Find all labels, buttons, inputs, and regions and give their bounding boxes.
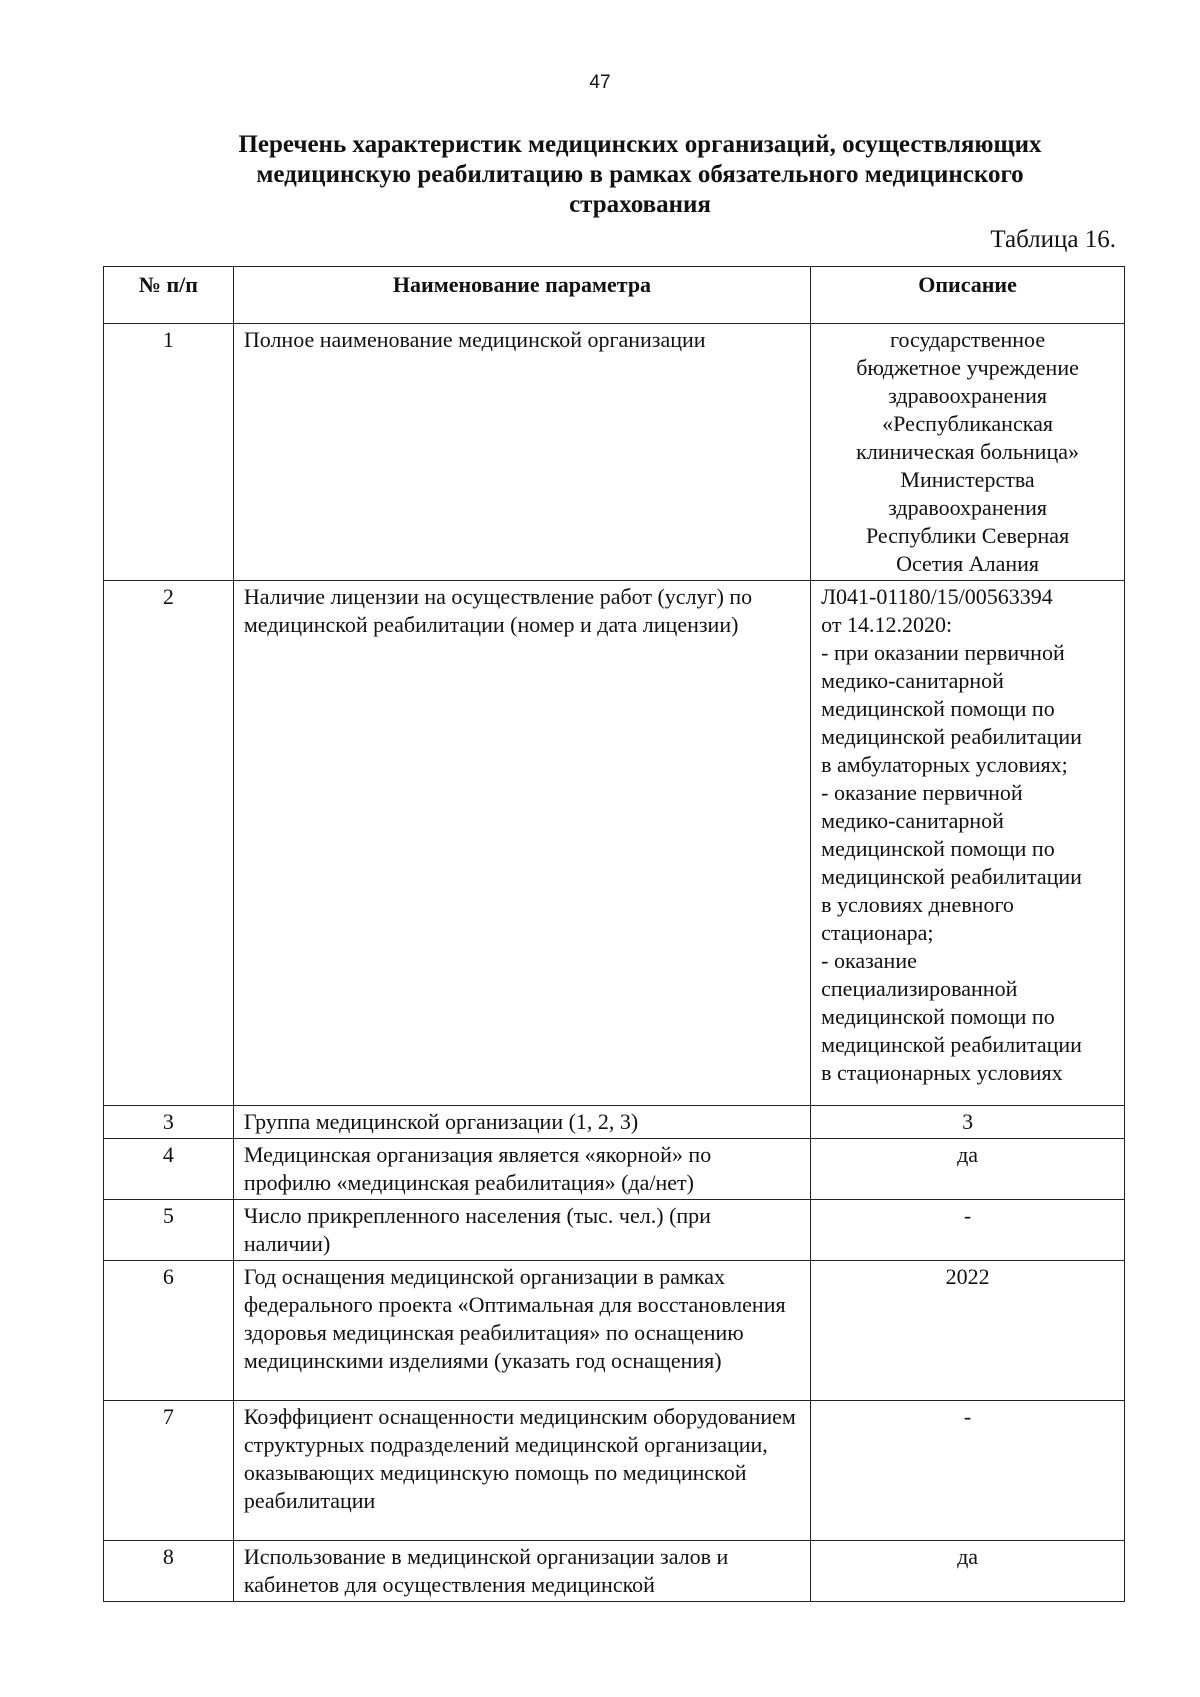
- table-row: [104, 324, 1125, 581]
- description-line: - оказание: [821, 948, 917, 973]
- row-description: [811, 1401, 1125, 1541]
- table-header-row: [104, 267, 1125, 324]
- table-row: [104, 581, 1125, 1106]
- row-description: [811, 1139, 1125, 1200]
- row-description: [811, 1541, 1125, 1602]
- document-title: [150, 130, 1130, 220]
- header-parameter: Наименование параметра: [233, 267, 810, 324]
- row-parameter: Год оснащения медицинской организации в рамках федерального проекта «Оптимальная для восстановления здоровья медицинская реабилитация» по оснащению медицинскими изделиями (указать год оснащения): [233, 1261, 810, 1401]
- description-line: Л041-01180/15/00563394: [821, 584, 1053, 609]
- row-description: [811, 324, 1125, 581]
- description-line: -: [963, 1404, 972, 1429]
- description-line: стационара;: [821, 920, 934, 945]
- description-line: медицинской помощи по: [821, 836, 1055, 861]
- table-row: [104, 1261, 1125, 1401]
- row-number: 5: [104, 1200, 234, 1261]
- row-parameter: Использование в медицинской организации залов и кабинетов для осуществления медицинской: [233, 1541, 810, 1602]
- description-line: медицинской помощи по: [821, 696, 1055, 721]
- title-line: медицинскую реабилитацию в рамках обязательного медицинского: [256, 161, 1024, 188]
- row-number: 8: [104, 1541, 234, 1602]
- header-description: Описание: [811, 267, 1125, 324]
- row-parameter: Группа медицинской организации (1, 2, 3): [233, 1106, 810, 1139]
- row-description: [811, 1200, 1125, 1261]
- row-parameter: Число прикрепленного населения (тыс. чел.) (при наличии): [233, 1200, 810, 1261]
- row-description: [811, 581, 1125, 1106]
- table-row: [104, 1200, 1125, 1261]
- table-row: [104, 1401, 1125, 1541]
- description-line: медико-санитарной: [821, 808, 1004, 833]
- description-line: медицинской помощи по: [821, 1004, 1055, 1029]
- row-parameter: Наличие лицензии на осуществление работ (услуг) по медицинской реабилитации (номер и дата лицензии): [233, 581, 810, 1106]
- table-row: [104, 1541, 1125, 1602]
- description-line: да: [957, 1544, 979, 1569]
- row-description: [811, 1261, 1125, 1401]
- description-line: 2022: [945, 1264, 990, 1289]
- description-line: да: [957, 1142, 979, 1167]
- table-row: [104, 1139, 1125, 1200]
- row-number: 4: [104, 1139, 234, 1200]
- description-line: государственное: [890, 327, 1046, 352]
- description-line: клиническая больница»: [856, 439, 1079, 464]
- page-number: 47: [589, 72, 611, 93]
- title-line: Перечень характеристик медицинских организаций, осуществляющих: [238, 131, 1042, 158]
- description-line: от 14.12.2020:: [821, 612, 953, 637]
- row-number: 6: [104, 1261, 234, 1401]
- description-line: здравоохранения: [888, 495, 1048, 520]
- row-description: [811, 1106, 1125, 1139]
- description-line: в амбулаторных условиях;: [821, 752, 1068, 777]
- row-number: 3: [104, 1106, 234, 1139]
- description-line: медицинской реабилитации: [821, 1032, 1082, 1057]
- description-line: Осетия Алания: [896, 551, 1040, 576]
- description-line: -: [963, 1203, 972, 1228]
- table-row: [104, 1106, 1125, 1139]
- row-number: 2: [104, 581, 234, 1106]
- characteristics-table: [103, 266, 1125, 1602]
- table-caption: Таблица 16.: [990, 226, 1116, 253]
- row-number: 7: [104, 1401, 234, 1541]
- description-line: медицинской реабилитации: [821, 724, 1082, 749]
- row-parameter: Коэффициент оснащенности медицинским оборудованием структурных подразделений медицинской организации, оказывающих медицинскую помощь по медицинской реабилитации: [233, 1401, 810, 1541]
- description-line: Республики Северная: [865, 523, 1070, 548]
- description-line: - оказание первичной: [821, 780, 1023, 805]
- description-line: Министерства: [900, 467, 1035, 492]
- description-line: в стационарных условиях: [821, 1060, 1063, 1085]
- row-number: 1: [104, 324, 234, 581]
- description-line: - при оказании первичной: [821, 640, 1065, 665]
- description-line: 3: [962, 1109, 974, 1134]
- description-line: медицинской реабилитации: [821, 864, 1082, 889]
- description-line: в условиях дневного: [821, 892, 1014, 917]
- description-line: «Республиканская: [882, 411, 1053, 436]
- row-parameter: Полное наименование медицинской организации: [233, 324, 810, 581]
- description-line: специализированной: [821, 976, 1018, 1001]
- description-line: бюджетное учреждение: [856, 355, 1079, 380]
- table-body: [104, 324, 1125, 1602]
- row-parameter: Медицинская организация является «якорной» по профилю «медицинская реабилитация» (да/нет): [233, 1139, 810, 1200]
- description-line: медико-санитарной: [821, 668, 1004, 693]
- header-number: № п/п: [104, 267, 234, 324]
- title-line: страхования: [569, 191, 711, 218]
- description-line: здравоохранения: [888, 383, 1048, 408]
